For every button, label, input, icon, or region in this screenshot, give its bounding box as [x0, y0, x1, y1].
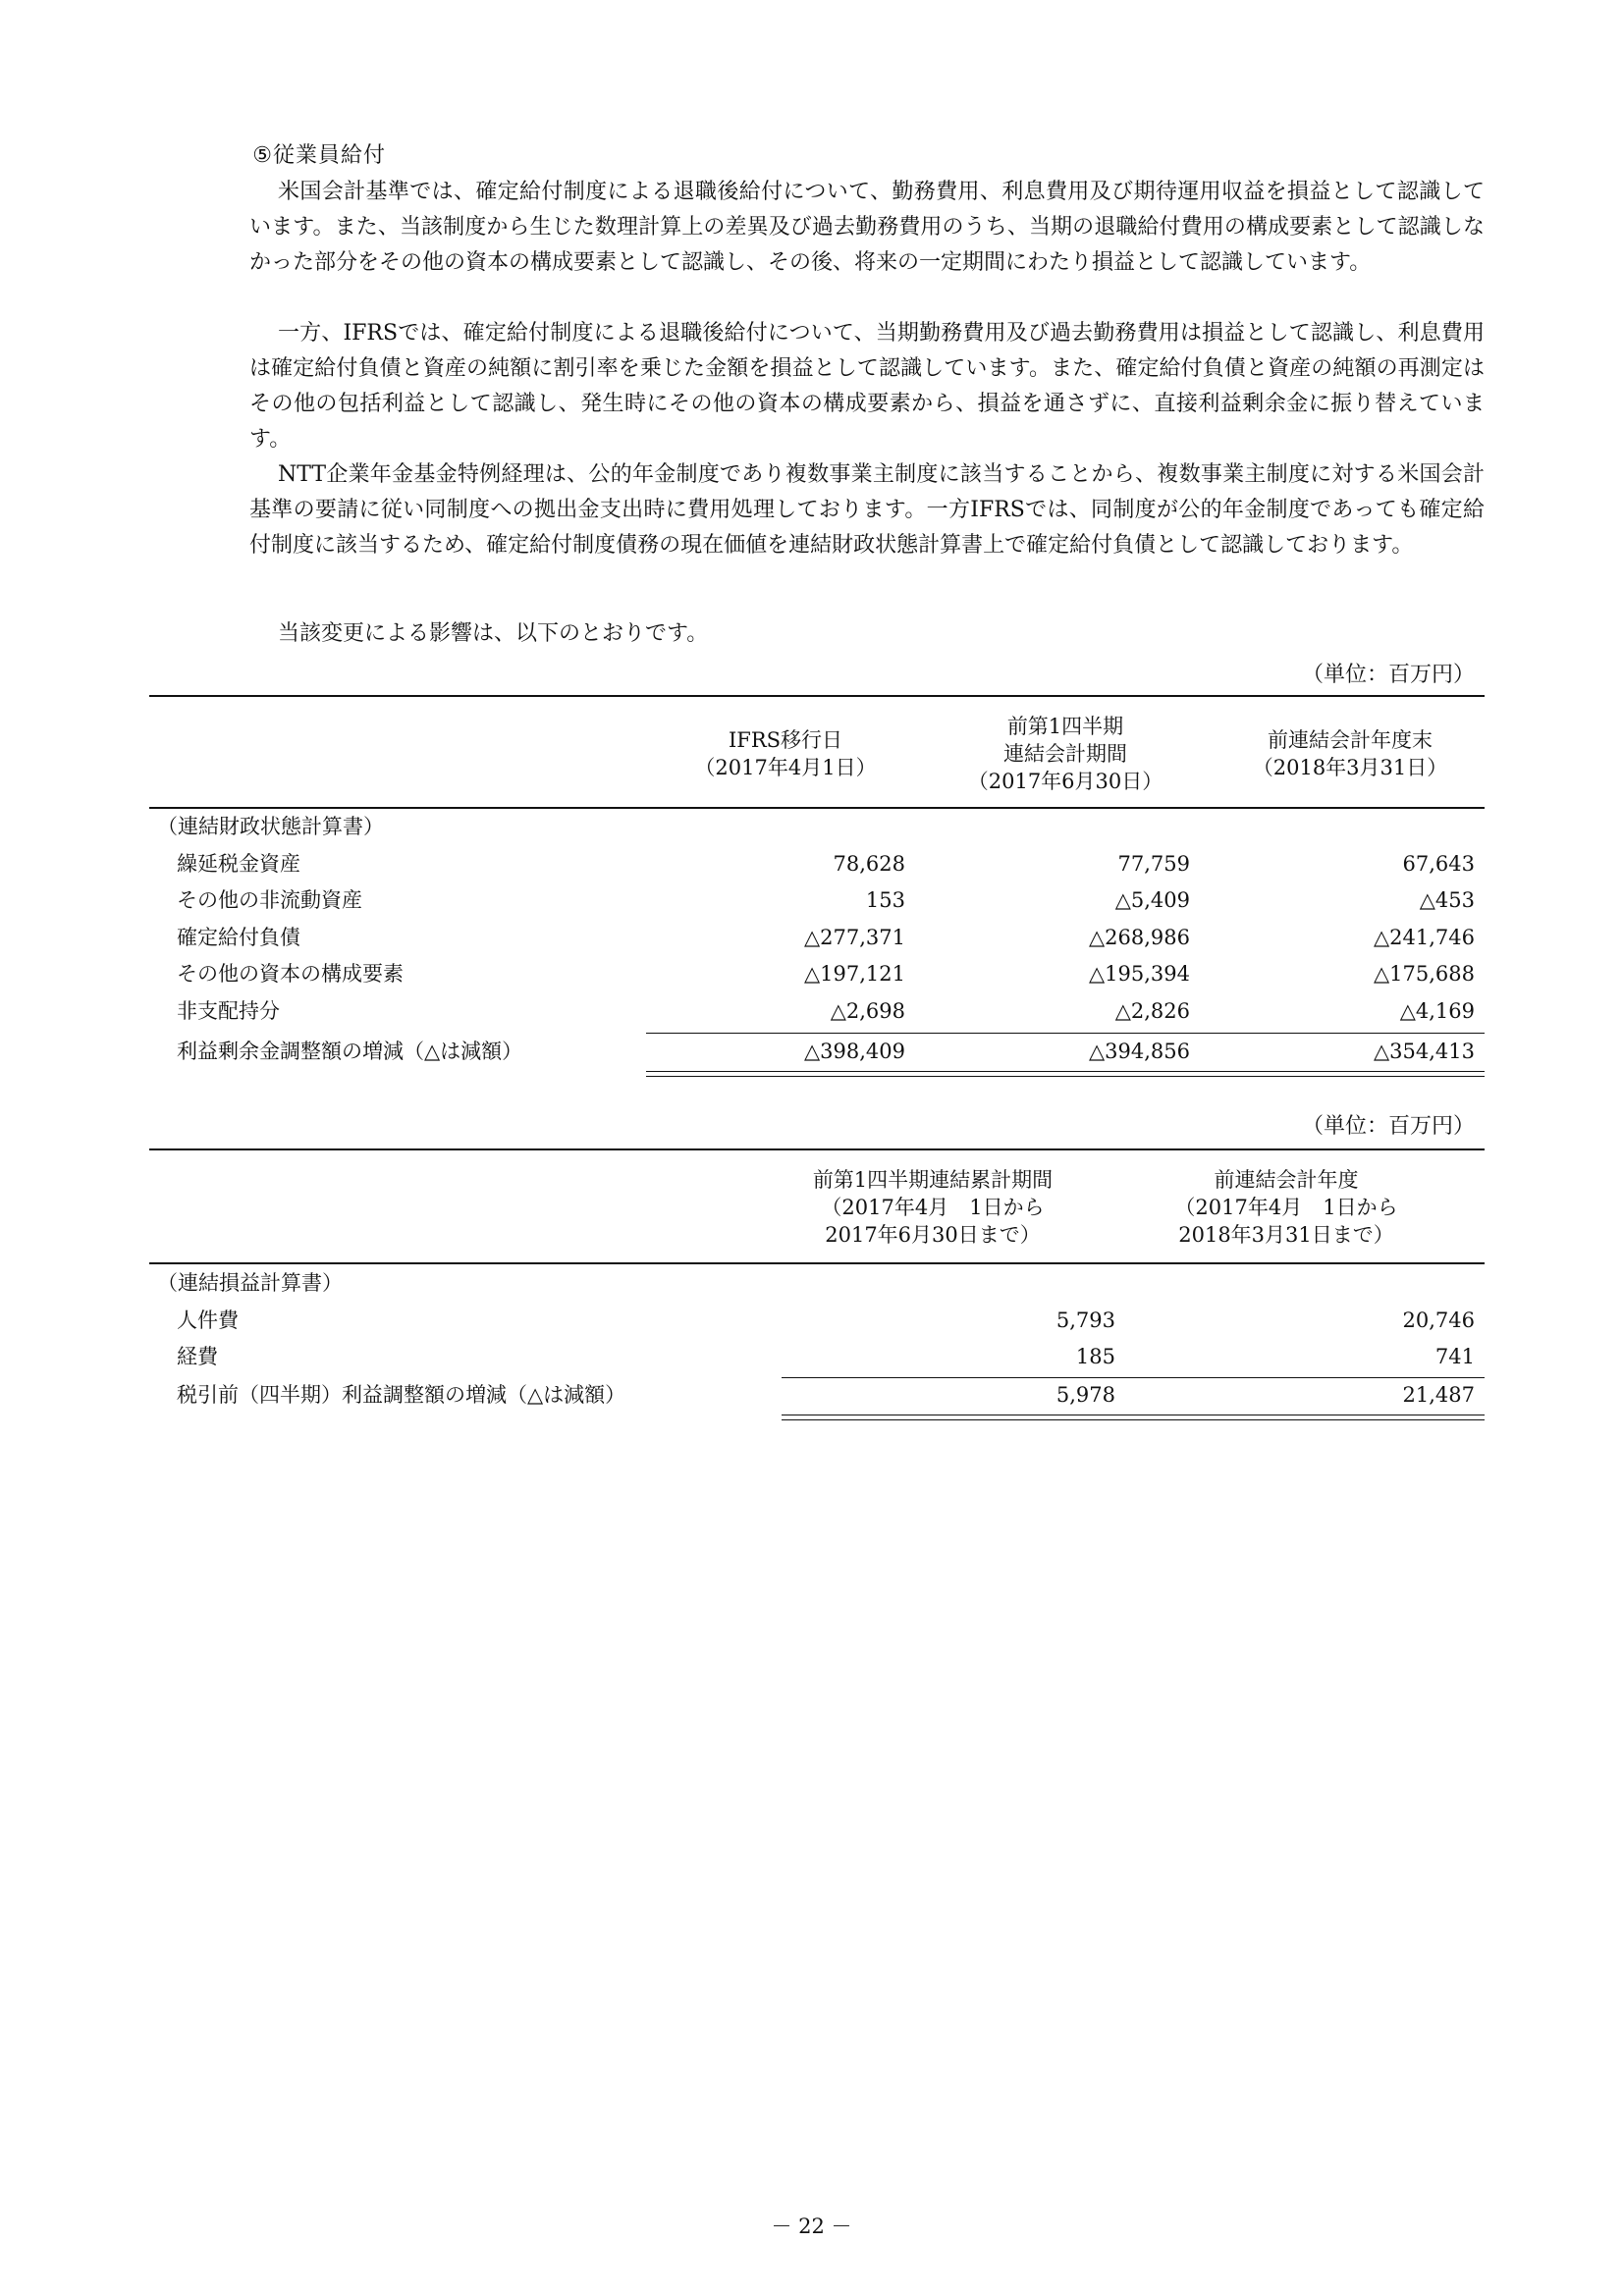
table1-header-col3-line2: （2018年3月31日） — [1252, 756, 1448, 779]
table1-header-col3 — [1227, 726, 1473, 781]
table2-header-col2-line2: （2017年4月 1日から — [1174, 1196, 1398, 1219]
table1-total-cell: △354,413 — [1374, 1040, 1475, 1063]
table1-total-cell: △394,856 — [1089, 1040, 1190, 1063]
table1-section-label: （連結財政状態計算書） — [157, 815, 384, 838]
table1-top-rule — [149, 695, 1485, 697]
section-heading — [222, 138, 386, 169]
table2-header-col1 — [785, 1166, 1080, 1249]
table1-header-rule — [149, 807, 1485, 809]
table1-row-label: 繰延税金資産 — [177, 852, 300, 876]
table1-cell: 78,628 — [833, 852, 905, 876]
table2-header-col2-line1: 前連結会計年度 — [1214, 1168, 1359, 1192]
table2-subtotal-rule — [782, 1377, 1485, 1378]
paragraph-us-gaap: 米国会計基準では、確定給付制度による退職後給付について、勤務費用、利息費用及び期待運用収益を損益として認識しています。また、当該制度から生じた数理計算上の差異及び過去勤務費用のうち、当期の退職給付費用の構成要素として認識しなかった部分をその他の資本の構成要素として認識し、その後、将来の一定期間にわたり損益として認識しています。 — [249, 180, 1485, 275]
table2-row-label: 経費 — [177, 1345, 218, 1368]
table1-cell: △268,986 — [1089, 926, 1190, 949]
table1-cell: △175,688 — [1374, 962, 1475, 986]
section-number: ⑤ — [252, 143, 273, 168]
table1-row-label: 確定給付負債 — [177, 926, 300, 949]
table1-double-rule-top — [646, 1071, 1485, 1072]
table1-header-col2-line3: （2017年6月30日） — [967, 770, 1163, 793]
table2-cell: 5,793 — [1055, 1308, 1115, 1332]
table2-header-col1-line2: （2017年4月 1日から — [821, 1196, 1045, 1219]
table2-header-col2 — [1139, 1166, 1434, 1249]
paragraph-impact-intro: 当該変更による影響は、以下のとおりです。 — [278, 621, 709, 646]
table1-cell: △5,409 — [1114, 888, 1190, 912]
table2-total-label: 税引前（四半期）利益調整額の増減（△は減額） — [177, 1383, 626, 1407]
table1-cell: △2,698 — [830, 999, 905, 1023]
table2-cell: 185 — [1075, 1345, 1115, 1368]
table2-header-rule — [149, 1262, 1485, 1264]
table1-header-col3-line1: 前連結会計年度末 — [1268, 728, 1433, 752]
table2-header-col1-line3: 2017年6月30日まで） — [825, 1223, 1041, 1247]
table1-double-rule-bottom — [646, 1076, 1485, 1077]
table1-total-cell: △398,409 — [804, 1040, 905, 1063]
paragraph-ntt-pension: NTT企業年金基金特例経理は、公的年金制度であり複数事業主制度に該当することから、複数事業主制度に対する米国会計基準の要請に従い同制度への拠出金支出時に費用処理しております。一方IFRSでは、同制度が公的年金制度であっても確定給付制度に該当するため、確定給付制度債務の現在価値を連結財政状態計算書上で確定給付負債として認識しております。 — [249, 462, 1485, 558]
table2-section-label: （連結損益計算書） — [157, 1271, 343, 1295]
table1-cell: △4,169 — [1399, 999, 1475, 1023]
table1-cell: △2,826 — [1114, 999, 1190, 1023]
table1-cell: △453 — [1419, 888, 1475, 912]
table1-cell: △195,394 — [1089, 962, 1190, 986]
table1-header-col2-line1: 前第1四半期 — [1006, 715, 1124, 738]
table1-row-label: その他の非流動資産 — [177, 888, 362, 912]
table1-header-col1-line2: （2017年4月1日） — [694, 756, 877, 779]
table2-double-rule-bottom — [782, 1419, 1485, 1420]
table2-cell: 20,746 — [1402, 1308, 1475, 1332]
table2-total-cell: 5,978 — [1055, 1383, 1115, 1407]
table2-total-cell: 21,487 — [1402, 1383, 1475, 1407]
table1-header-col2-line2: 連結会計期間 — [1003, 742, 1127, 766]
table1-cell: 67,643 — [1402, 852, 1475, 876]
table1-cell: △197,121 — [804, 962, 905, 986]
table2-header-col2-line3: 2018年3月31日まで） — [1178, 1223, 1394, 1247]
table2-top-rule — [149, 1148, 1485, 1150]
table1-cell: 153 — [865, 888, 905, 912]
table1-header-col1-line1: IFRS移行日 — [728, 728, 843, 752]
table1-subtotal-rule — [646, 1033, 1485, 1034]
table1-cell: △277,371 — [804, 926, 905, 949]
table1-row-label: 非支配持分 — [177, 999, 280, 1023]
table1-header-col1 — [668, 726, 903, 781]
table1-unit-label: （単位：百万円） — [1302, 663, 1476, 687]
paragraph-ifrs: 一方、IFRSでは、確定給付制度による退職後給付について、当期勤務費用及び過去勤務費用は損益として認識し、利息費用は確定給付負債と資産の純額に割引率を乗じた金額を損益として認識しています。また、確定給付負債と資産の純額の再測定はその他の包括利益として認識し、発生時にその他の資本の構成要素から、損益を通さずに、直接利益剰余金に振り替えています。 — [249, 321, 1485, 452]
table1-cell: △241,746 — [1374, 926, 1475, 949]
table2-unit-label: （単位：百万円） — [1302, 1114, 1476, 1139]
section-title: 従業員給付 — [273, 143, 387, 168]
table2-cell: 741 — [1434, 1345, 1475, 1368]
table2-row-label: 人件費 — [177, 1308, 239, 1332]
page-number: － 22 － — [771, 2215, 852, 2238]
table1-header-col2 — [943, 713, 1188, 795]
table2-header-col1-line1: 前第1四半期連結累計期間 — [812, 1168, 1054, 1192]
table1-row-label: その他の資本の構成要素 — [177, 962, 404, 986]
table1-cell: 77,759 — [1117, 852, 1190, 876]
table1-total-label: 利益剰余金調整額の増減（△は減額） — [177, 1040, 523, 1063]
